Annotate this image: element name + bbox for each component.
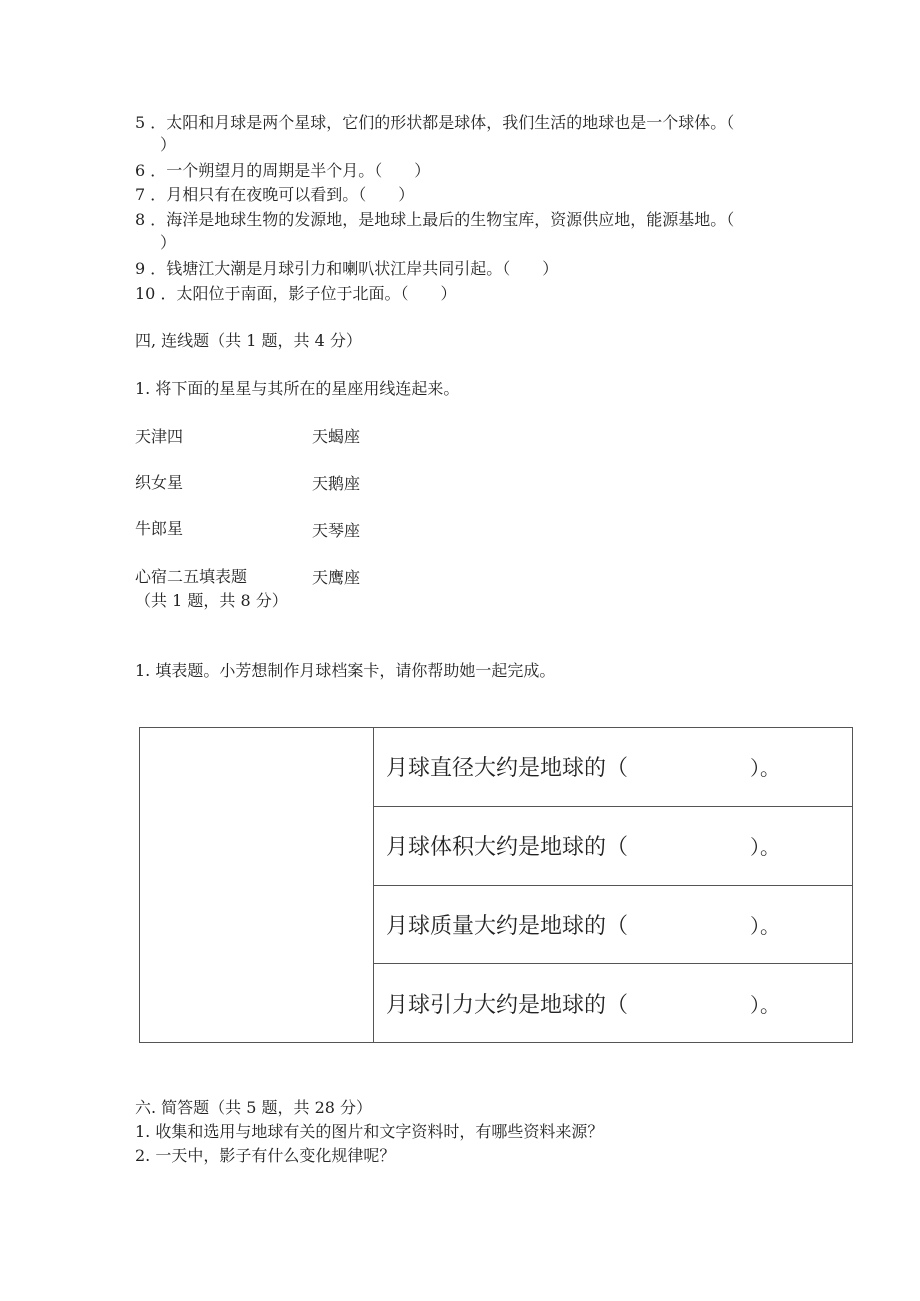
moon-facts-column [374,728,852,1042]
star-3: 牛郎星 [135,519,184,538]
moon-diameter-text: 月球直径大约是地球的（ [386,756,629,782]
star-1: 天津四 [135,427,184,446]
constellation-1: 天蝎座 [312,427,361,446]
star-2: 织女星 [135,473,184,492]
moon-volume-row [374,807,852,886]
moon-profile-table [139,727,853,1043]
section-5-heading-fragment: （共 1 题，共 8 分） [135,591,288,610]
short-answer-1: 1. 收集和选用与地球有关的图片和文字资料时，有哪些资料来源？ [135,1122,604,1141]
question-8-line-1: 8 ．海洋是地球生物的发源地，是地球上最后的生物宝库，资源供应地，能源基地。（ [135,210,735,229]
moon-volume-end: ）。 [750,835,780,860]
constellation-2: 天鹅座 [312,474,361,493]
star-4: 心宿二五填表题 [135,567,248,586]
section-4-heading: 四, 连线题（共 1 题，共 4 分） [135,331,362,350]
fill-table-question: 1. 填表题。小芳想制作月球档案卡，请你帮助她一起完成。 [135,661,556,680]
short-answer-2: 2. 一天中，影子有什么变化规律呢？ [135,1146,396,1165]
constellation-3: 天琴座 [312,521,361,540]
moon-volume-text: 月球体积大约是地球的（ [386,835,629,861]
moon-gravity-row [374,964,852,1042]
question-6: 6 ．一个朔望月的周期是半个月。（ ） [135,161,431,180]
question-7: 7 ．月相只有在夜晚可以看到。（ ） [135,185,415,204]
question-5-line-1: 5 ．太阳和月球是两个星球，它们的形状都是球体，我们生活的地球也是一个球体。（ [135,113,735,132]
moon-gravity-text: 月球引力大约是地球的（ [386,992,629,1018]
moon-mass-end: ）。 [750,913,780,938]
question-9: 9 ．钱塘江大潮是月球引力和喇叭状江岸共同引起。（ ） [135,259,559,278]
moon-mass-text: 月球质量大约是地球的（ [386,913,629,939]
moon-gravity-end: ）。 [750,992,780,1017]
moon-diameter-row [374,728,852,807]
question-5-line-2: ） [160,135,177,154]
constellation-4: 天鹰座 [312,568,361,587]
moon-picture-cell [140,728,374,1042]
moon-diameter-end: ）。 [750,756,780,781]
question-8-line-2: ） [160,233,177,252]
matching-question: 1. 将下面的星星与其所在的星座用线连起来。 [135,379,460,398]
question-10: 10 ．太阳位于南面，影子位于北面。（ ） [135,284,457,303]
section-6-heading: 六. 简答题（共 5 题，共 28 分） [135,1098,373,1117]
moon-mass-row [374,886,852,965]
